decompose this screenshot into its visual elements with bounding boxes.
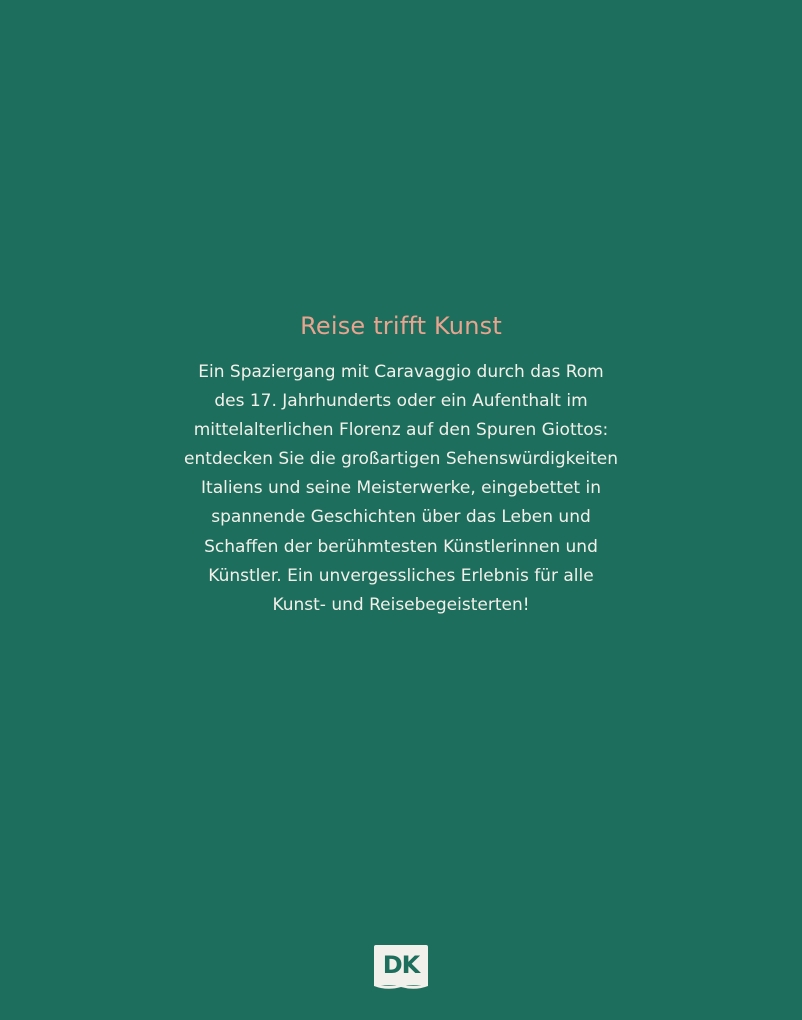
book-pages-icon [374, 983, 428, 991]
blurb-line: Künstler. Ein unvergessliches Erlebnis für alle [208, 565, 594, 586]
blurb-line: des 17. Jahrhunderts oder ein Aufenthalt im [214, 391, 588, 412]
blurb-line: Ein Spaziergang mit Caravaggio durch das Rom [198, 362, 604, 382]
page-title: Reise trifft Kunst [300, 312, 502, 340]
blurb-line: Schaffen der berühmtesten Künstlerinnen und [204, 536, 598, 557]
blurb-line: spannende Geschichten über das Leben und [211, 507, 591, 528]
blurb-line: entdecken Sie die großartigen Sehenswürdigkeiten [184, 449, 618, 470]
blurb-line: Italiens und seine Meisterwerke, eingebettet in [201, 478, 601, 499]
dk-logo-icon [374, 945, 428, 991]
blurb-text [150, 358, 652, 620]
blurb-line: mittelalterlichen Florenz auf den Spuren Giottos: [193, 420, 609, 441]
blurb-line: Kunst- und Reisebegeisterten! [272, 594, 530, 615]
logo-text: DK [382, 951, 420, 979]
